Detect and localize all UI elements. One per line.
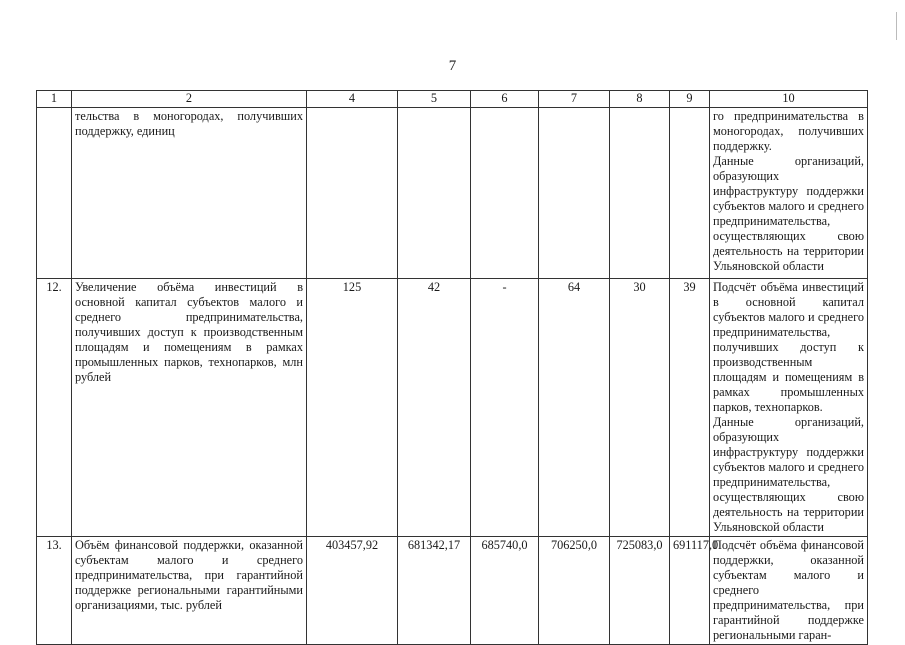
value-col9: 39	[670, 279, 710, 537]
row-number	[37, 108, 72, 279]
row-number: 13.	[37, 537, 72, 645]
header-cell-col7: 7	[539, 91, 610, 108]
method-paragraph: Подсчёт объёма инвестиций в основной капитал субъектов малого и среднего предпринимательства, получивших доступ к производственным площадям и помещениям в рамках промышленных парков, технопарков.	[713, 280, 864, 414]
header-cell-col6: 6	[471, 91, 539, 108]
header-cell-col2: 2	[72, 91, 307, 108]
table-row	[37, 279, 868, 537]
value-col6: 685740,0	[471, 537, 539, 645]
method-cell	[710, 279, 868, 537]
table-row	[37, 537, 868, 645]
value-col4: 403457,92	[307, 537, 398, 645]
indicator-name: тельства в моногородах, получивших поддержку, единиц	[72, 108, 307, 279]
value-col5: 681342,17	[398, 537, 471, 645]
header-cell-col8: 8	[610, 91, 670, 108]
value-col7	[539, 108, 610, 279]
indicator-name: Увеличение объёма инвестиций в основной капитал субъектов малого и среднего предпринимательства, получивших доступ к производственным площадям и помещениям в рамках промышленных парков, технопарков, млн рублей	[72, 279, 307, 537]
value-col4	[307, 108, 398, 279]
value-col6	[471, 108, 539, 279]
value-col7: 64	[539, 279, 610, 537]
method-paragraph: го предпринимательства в моногородах, получивших поддержку.	[713, 109, 864, 153]
method-paragraph: Данные организаций, образующих инфраструктуру поддержки субъектов малого и среднего предпринимательства, осуществляющих свою деятельность на территории Ульяновской области	[713, 415, 864, 534]
method-cell	[710, 537, 868, 645]
method-paragraph: Данные организаций, образующих инфраструктуру поддержки субъектов малого и среднего предпринимательства, осуществляющих свою деятельность на территории Ульяновской области	[713, 154, 864, 273]
value-col4: 125	[307, 279, 398, 537]
header-cell-col10: 10	[710, 91, 868, 108]
value-col9	[670, 108, 710, 279]
value-col6: -	[471, 279, 539, 537]
method-cell	[710, 108, 868, 279]
value-col7: 706250,0	[539, 537, 610, 645]
header-cell-col4: 4	[307, 91, 398, 108]
value-col9: 691117,0	[670, 537, 710, 645]
method-paragraph: Подсчёт объёма финансовой поддержки, оказанной субъектам малого и среднего предпринимательства, при гарантийной поддержке региональными гаран-	[713, 538, 864, 642]
indicators-table	[36, 90, 868, 645]
header-cell-col1: 1	[37, 91, 72, 108]
table-header-row	[37, 91, 868, 108]
row-number: 12.	[37, 279, 72, 537]
value-col8: 30	[610, 279, 670, 537]
table-row	[37, 108, 868, 279]
value-col8	[610, 108, 670, 279]
indicator-name: Объём финансовой поддержки, оказанной субъектам малого и среднего предпринимательства, при гарантийной поддержке региональными гарантийными организациями, тыс. рублей	[72, 537, 307, 645]
header-cell-col9: 9	[670, 91, 710, 108]
page-number: 7	[448, 58, 457, 74]
header-cell-col5: 5	[398, 91, 471, 108]
value-col5	[398, 108, 471, 279]
scan-edge-mark	[896, 12, 897, 40]
value-col5: 42	[398, 279, 471, 537]
value-col8: 725083,0	[610, 537, 670, 645]
